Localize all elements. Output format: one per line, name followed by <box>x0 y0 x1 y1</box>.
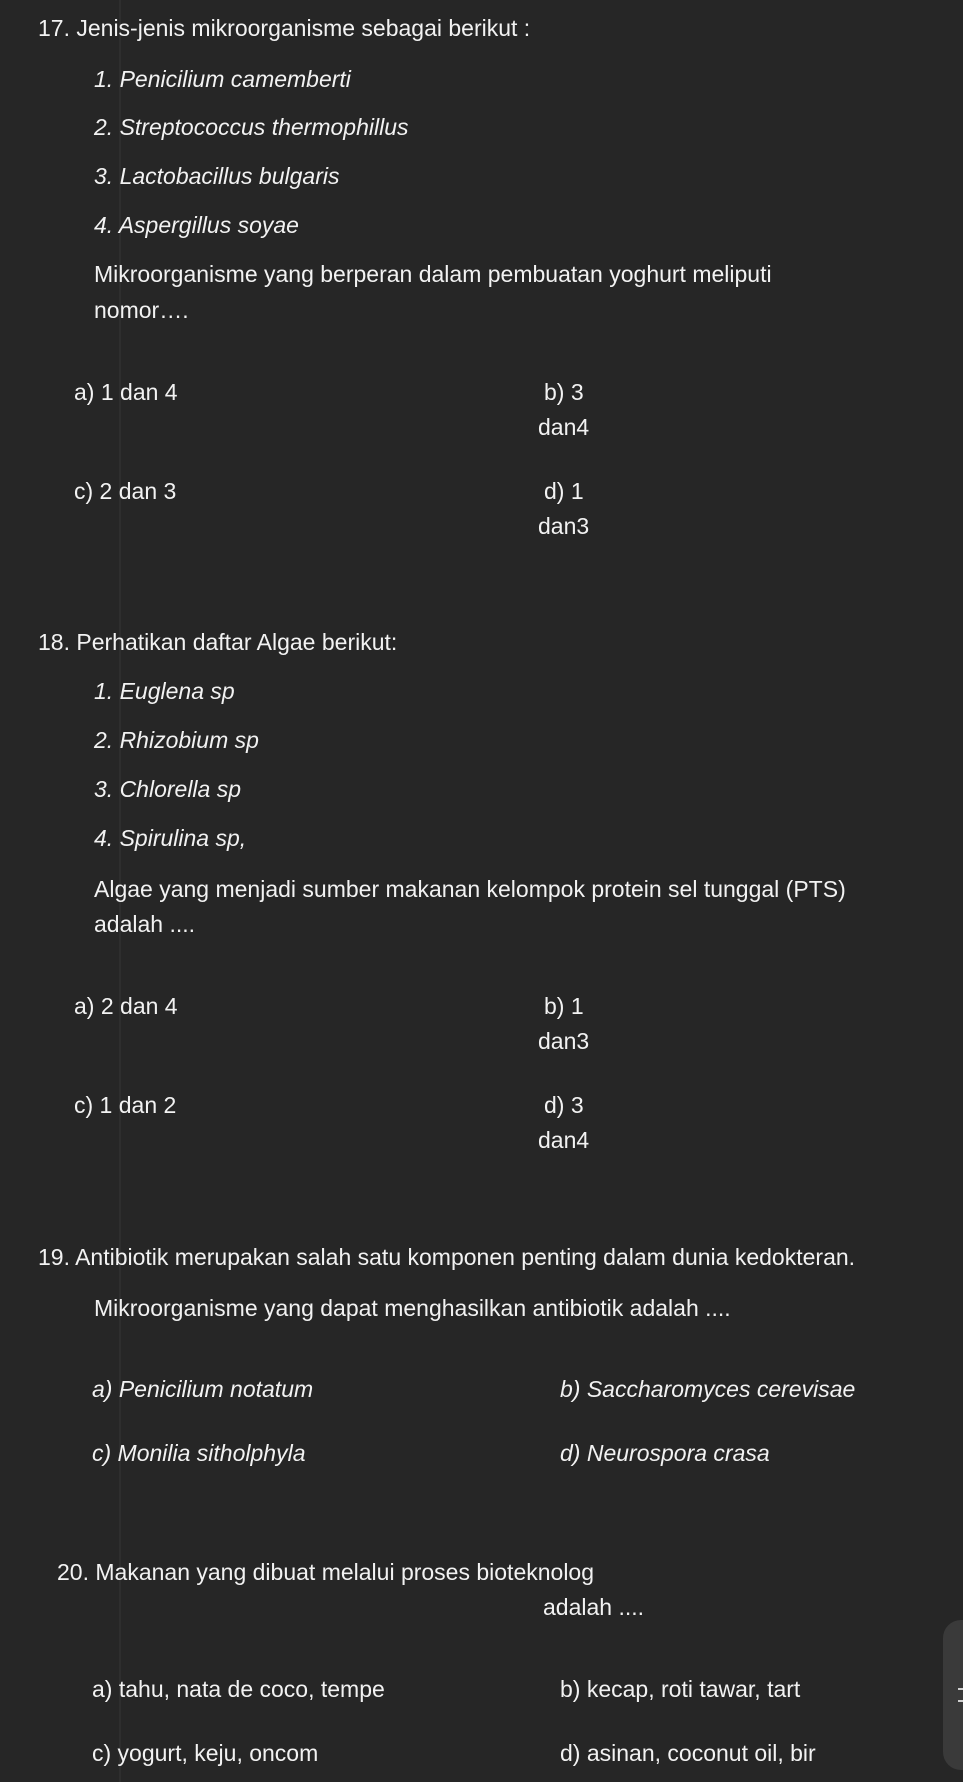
question-19-option-a[interactable]: a) Penicilium notatum <box>92 1376 314 1402</box>
question-17-item-4: 4. Aspergillus soyae <box>94 212 299 238</box>
drawer-grip-icon <box>958 1688 963 1690</box>
question-19-option-c[interactable]: c) Monilia sitholphyla <box>92 1440 306 1466</box>
question-19-stem: 19. Antibiotik merupakan salah satu komponen penting dalam dunia kedokteran. <box>38 1244 856 1270</box>
question-20-option-d[interactable]: d) asinan, coconut oil, bir <box>560 1740 816 1766</box>
question-18-option-c[interactable]: c) 1 dan 2 <box>74 1092 177 1118</box>
question-17-text-line1: Mikroorganisme yang berperan dalam pembuatan yoghurt meliputi <box>94 261 772 287</box>
question-18-item-2: 2. Rhizobium sp <box>94 727 259 753</box>
question-17-item-2: 2. Streptococcus thermophillus <box>94 114 409 140</box>
question-18-item-1: 1. Euglena sp <box>94 678 235 704</box>
question-18-option-b[interactable]: b) 1 <box>544 993 584 1019</box>
question-18-option-b-cont[interactable]: dan3 <box>538 1028 590 1054</box>
question-17-item-3: 3. Lactobacillus bulgaris <box>94 163 340 189</box>
question-20-stem-line2: adalah .... <box>543 1594 645 1620</box>
question-17-item-1: 1. Penicilium camemberti <box>94 66 351 92</box>
question-18-text-line2: adalah .... <box>94 911 196 937</box>
question-20-option-b[interactable]: b) kecap, roti tawar, tart <box>560 1676 801 1702</box>
question-19-option-d[interactable]: d) Neurospora crasa <box>560 1440 770 1466</box>
question-18-option-d-cont[interactable]: dan4 <box>538 1127 590 1153</box>
question-18-option-a[interactable]: a) 2 dan 4 <box>74 993 178 1019</box>
question-18-stem: 18. Perhatikan daftar Algae berikut: <box>38 629 398 655</box>
question-17-option-b[interactable]: b) 3 <box>544 379 584 405</box>
question-17-text-line2: nomor…. <box>94 297 189 323</box>
question-19-text: Mikroorganisme yang dapat menghasilkan antibiotik adalah .... <box>94 1295 731 1321</box>
question-17-option-d-cont[interactable]: dan3 <box>538 513 590 539</box>
question-17-stem: 17. Jenis-jenis mikroorganisme sebagai berikut : <box>38 15 531 41</box>
question-19-option-b[interactable]: b) Saccharomyces cerevisae <box>560 1376 856 1402</box>
question-17-option-d[interactable]: d) 1 <box>544 478 584 504</box>
question-18-option-d[interactable]: d) 3 <box>544 1092 584 1118</box>
question-18-item-4: 4. Spirulina sp, <box>94 825 247 851</box>
question-20-option-c[interactable]: c) yogurt, keju, oncom <box>92 1740 319 1766</box>
question-17-option-c[interactable]: c) 2 dan 3 <box>74 478 177 504</box>
question-17-option-a[interactable]: a) 1 dan 4 <box>74 379 178 405</box>
question-20-option-a[interactable]: a) tahu, nata de coco, tempe <box>92 1676 385 1702</box>
side-drawer-handle[interactable] <box>943 1620 963 1770</box>
question-20-stem: 20. Makanan yang dibuat melalui proses bioteknolog <box>57 1559 595 1585</box>
question-18-item-3: 3. Chlorella sp <box>94 776 242 802</box>
question-18-text-line1: Algae yang menjadi sumber makanan kelompok protein sel tunggal (PTS) <box>94 876 846 902</box>
question-17-option-b-cont[interactable]: dan4 <box>538 414 590 440</box>
